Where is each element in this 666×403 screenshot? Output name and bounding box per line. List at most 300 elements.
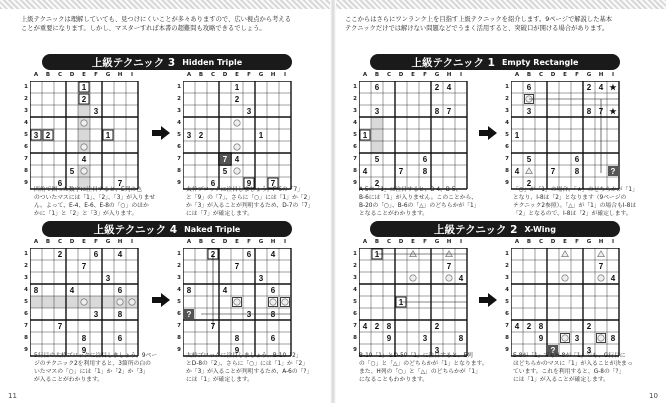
digit: 2 <box>45 130 51 140</box>
digit: 2 <box>198 130 204 140</box>
row-label: 5 <box>24 132 28 138</box>
unknown-digit: ? <box>186 309 192 319</box>
column-label: D <box>398 72 404 78</box>
page-number-left: 11 <box>8 392 17 400</box>
digit: 8 <box>422 166 428 176</box>
digit: 1 <box>234 82 240 92</box>
left-intro-text: 上級テクニックは理解していても、見つけにくいことが多々ありますので、広い視点から考える ことが重要になります。しかし、マスターすれば本書の超難問も攻略できるでしょう。 <box>21 16 292 32</box>
column-label: G <box>434 239 440 245</box>
digit: 1 <box>105 130 111 140</box>
row-label: 1 <box>505 84 509 90</box>
column-label: E <box>82 72 86 78</box>
digit: 8 <box>458 333 464 343</box>
row-label: 1 <box>177 84 181 90</box>
grid-svg <box>30 248 139 357</box>
row-label: 5 <box>505 132 509 138</box>
column-label: B <box>374 72 380 78</box>
column-label: H <box>270 239 276 245</box>
digit: 1 <box>374 249 380 259</box>
shaded-cell <box>371 141 383 153</box>
column-label: C <box>210 72 216 78</box>
digit: 4 <box>458 273 464 283</box>
digit: 7 <box>210 321 216 331</box>
unknown-digit: ? <box>610 166 616 176</box>
row-label: 8 <box>353 168 357 174</box>
column-label: E <box>235 239 239 245</box>
circle-mark <box>598 275 604 281</box>
digit: 2 <box>81 94 87 104</box>
row-label: 6 <box>177 144 181 150</box>
row-label: 9 <box>24 347 28 353</box>
row-label: 3 <box>177 108 181 114</box>
shaded-cell <box>78 105 90 117</box>
digit: 3 <box>434 345 440 355</box>
row-label: 2 <box>505 263 509 269</box>
section-title: 上級テクニック 1 <box>411 56 495 69</box>
digit: 4 <box>610 273 616 283</box>
triangle-mark <box>598 251 605 257</box>
row-label: 2 <box>177 263 181 269</box>
grid-svg <box>511 248 620 357</box>
digit: 4 <box>222 285 228 295</box>
column-label: I <box>130 72 134 78</box>
shaded-cell <box>78 129 90 141</box>
column-label: B <box>198 239 204 245</box>
row-label: 1 <box>353 251 357 257</box>
row-label: 1 <box>24 84 28 90</box>
digit: 4 <box>117 249 123 259</box>
digit: 6 <box>57 178 63 188</box>
digit: 8 <box>538 321 544 331</box>
circle-mark <box>446 275 452 281</box>
column-label: F <box>247 72 251 78</box>
row-label: 5 <box>177 299 181 305</box>
digit: 7 <box>222 154 228 164</box>
digit: 2 <box>374 178 380 188</box>
digit: 7 <box>270 178 276 188</box>
digit: 2 <box>434 82 440 92</box>
row-label: 8 <box>24 335 28 341</box>
page-number-right: 10 <box>649 392 658 400</box>
digit: 8 <box>586 106 592 116</box>
column-label: C <box>386 72 392 78</box>
digit: 4 <box>514 321 520 331</box>
digit: 7 <box>57 321 63 331</box>
column-label: C <box>57 72 63 78</box>
column-label: A <box>362 239 368 245</box>
column-label: A <box>514 239 520 245</box>
row-label: 9 <box>505 180 509 186</box>
section-title: 上級テクニック 3 <box>91 56 176 69</box>
row-label: 2 <box>353 263 357 269</box>
grid-svg <box>511 81 620 190</box>
digit: 8 <box>117 309 123 319</box>
column-label: H <box>446 72 452 78</box>
column-label: I <box>459 239 463 245</box>
digit: 8 <box>386 321 392 331</box>
row-label: 7 <box>505 156 509 162</box>
row-label: 5 <box>177 132 181 138</box>
circle-mark <box>598 335 604 341</box>
row-label: 6 <box>177 311 181 317</box>
row-label: 7 <box>353 323 357 329</box>
row-label: 7 <box>24 323 28 329</box>
column-labels <box>511 239 619 247</box>
grid-svg <box>359 81 468 190</box>
caption-hidden-triple-1: 四角で囲った数字に注目すると、E列の色 のついたマスには「1」、「2」、「3」が入りませ ん。よって、E-4、E-6、E-8の「○」のほか かに「1」と「2」と「3」が入ります。 <box>34 187 156 217</box>
row-label: 6 <box>24 311 28 317</box>
column-label: F <box>247 239 251 245</box>
digit: 6 <box>422 154 428 164</box>
digit: 8 <box>574 166 580 176</box>
row-label: 6 <box>505 144 509 150</box>
digit: 3 <box>258 273 264 283</box>
column-label: B <box>526 72 532 78</box>
column-label: G <box>434 72 440 78</box>
row-label: 3 <box>353 275 357 281</box>
row-label: 3 <box>24 108 28 114</box>
digit: 3 <box>574 333 580 343</box>
column-label: G <box>105 72 111 78</box>
row-label: 4 <box>24 120 28 126</box>
column-labels <box>30 239 138 247</box>
column-label: G <box>258 72 264 78</box>
column-label: H <box>598 72 604 78</box>
caption-empty-rectangle-1: A-5の「1」に注目すると、B-4、B-5、 B-6には「1」が入りません。このことから、 B-20の「○」、B-6の「△」のどちらかが「1」 となることがわかります。 <box>359 187 480 217</box>
caption-x-wing-1: B-10「1」とD-50「1」に注目すると、E列 の「○」と「△」のどちらかが「1」となります。 また、H列の「○」と「△」のどちらかが「1」 になることもわかります。 <box>359 353 488 383</box>
section-title-en: Hidden Triple <box>182 57 243 67</box>
row-label: 1 <box>177 251 181 257</box>
circle-mark <box>234 144 240 150</box>
right-intro-text: ここからはさらにワンランク上を目指す上級テクニックを紹介します。9ページで解説した基本 テクニックだけでは解けない問題などでうまく活用すると、突破口が開ける場合があります。 <box>345 16 613 32</box>
row-label: 9 <box>353 180 357 186</box>
row-label: 8 <box>24 168 28 174</box>
digit: 6 <box>270 285 276 295</box>
column-label: E <box>235 72 239 78</box>
digit: 8 <box>81 333 87 343</box>
column-labels <box>183 239 291 247</box>
triangle-mark <box>526 168 533 174</box>
column-label: D <box>550 239 556 245</box>
column-label: H <box>117 239 123 245</box>
grid-svg <box>183 81 292 190</box>
shaded-cell <box>371 117 383 129</box>
digit: 2 <box>234 94 240 104</box>
section-title-en: Empty Rectangle <box>501 57 579 67</box>
column-label: G <box>105 239 111 245</box>
caption-empty-rectangle-2: 「○」が「1」の場合、「★」のどちらかが「1」 となり、I-8は「2」となります（9ページの テクニック2参照）。「△」が「1」の場合もI-8は 「2」となるので、I-8は「2」が確定します。 <box>513 187 638 217</box>
column-label: H <box>270 72 276 78</box>
digit: 6 <box>574 154 580 164</box>
circle-mark <box>129 299 135 305</box>
digit: 8 <box>610 333 616 343</box>
section-header-hidden-triple <box>42 54 292 70</box>
row-label: 9 <box>24 180 28 186</box>
digit: 4 <box>69 285 75 295</box>
digit: 4 <box>270 249 276 259</box>
digit: 2 <box>586 82 592 92</box>
digit: 2 <box>210 249 216 259</box>
column-label: E <box>82 239 86 245</box>
section-header-x-wing <box>370 221 620 237</box>
column-labels <box>359 239 467 247</box>
column-label: A <box>362 72 368 78</box>
digit: 7 <box>598 261 604 271</box>
digit: 2 <box>374 321 380 331</box>
column-label: E <box>411 239 415 245</box>
digit: 7 <box>446 106 452 116</box>
circle-mark <box>562 275 568 281</box>
circle-mark <box>81 299 87 305</box>
digit: 8 <box>186 285 192 295</box>
circle-mark <box>410 275 416 281</box>
digit: 3 <box>246 309 252 319</box>
circle-mark <box>282 299 288 305</box>
digit: 4 <box>446 82 452 92</box>
circle-mark <box>81 120 87 126</box>
circle-mark <box>81 168 87 174</box>
column-label: B <box>198 72 204 78</box>
row-label: 3 <box>24 275 28 281</box>
row-label: 7 <box>177 156 181 162</box>
column-label: I <box>283 72 287 78</box>
digit: 7 <box>234 261 240 271</box>
digit: 6 <box>117 333 123 343</box>
digit: 9 <box>246 178 252 188</box>
section-header-naked-triple <box>42 221 292 237</box>
grid-svg <box>183 248 292 357</box>
section-title: 上級テクニック 4 <box>93 223 178 236</box>
shaded-cell <box>102 296 114 308</box>
digit: 7 <box>117 178 123 188</box>
row-label: 6 <box>353 311 357 317</box>
column-label: B <box>45 239 51 245</box>
row-label: 8 <box>177 168 181 174</box>
digit: 3 <box>93 309 99 319</box>
grid-svg <box>30 81 139 190</box>
row-label: 1 <box>505 251 509 257</box>
column-label: I <box>130 239 134 245</box>
row-label: 7 <box>24 156 28 162</box>
digit: 2 <box>526 321 532 331</box>
column-label: D <box>550 72 556 78</box>
row-label: 8 <box>177 335 181 341</box>
circle-mark <box>234 299 240 305</box>
right-page <box>333 0 666 403</box>
digit: 6 <box>210 178 216 188</box>
column-label: B <box>45 72 51 78</box>
row-label: 6 <box>24 144 28 150</box>
shaded-cell <box>30 296 42 308</box>
digit: 8 <box>234 333 240 343</box>
column-label: A <box>33 72 39 78</box>
star-mark: ★ <box>609 82 617 92</box>
digit: 9 <box>81 345 87 355</box>
digit: 9 <box>234 345 240 355</box>
triangle-mark <box>562 251 569 257</box>
circle-mark <box>270 299 276 305</box>
digit: 6 <box>246 249 252 259</box>
row-label: 8 <box>353 335 357 341</box>
row-label: 8 <box>505 335 509 341</box>
digit: 4 <box>598 82 604 92</box>
column-label: F <box>423 72 427 78</box>
row-label: 8 <box>505 168 509 174</box>
digit: 5 <box>526 154 532 164</box>
row-label: 4 <box>353 287 357 293</box>
digit: 2 <box>434 321 440 331</box>
digit: 5 <box>222 166 228 176</box>
column-label: D <box>398 239 404 245</box>
column-label: B <box>526 239 532 245</box>
column-labels <box>30 72 138 80</box>
column-label: F <box>94 239 98 245</box>
row-label: 7 <box>353 156 357 162</box>
digit: 6 <box>270 333 276 343</box>
digit: 6 <box>526 82 532 92</box>
digit: 7 <box>598 106 604 116</box>
digit: 6 <box>374 82 380 92</box>
row-label: 4 <box>505 287 509 293</box>
column-label: F <box>94 72 98 78</box>
digit: 3 <box>586 345 592 355</box>
digit: 5 <box>69 166 75 176</box>
digit: 3 <box>246 106 252 116</box>
row-label: 5 <box>24 299 28 305</box>
digit: 3 <box>105 273 111 283</box>
section-header-empty-rectangle <box>370 54 620 70</box>
shaded-cell <box>66 296 78 308</box>
digit: 6 <box>117 285 123 295</box>
row-label: 2 <box>177 96 181 102</box>
column-label: D <box>222 239 228 245</box>
column-label: A <box>186 239 192 245</box>
row-label: 9 <box>177 347 181 353</box>
row-label: 3 <box>353 108 357 114</box>
section-title-en: Naked Triple <box>184 224 241 234</box>
column-label: G <box>258 239 264 245</box>
shaded-cell <box>54 296 66 308</box>
caption-hidden-triple-2: 太枠ブロックに注目しましょう。F-6の「7」 と「9」の「7」、さらに「○」には「1」か「2」 か「3」が入ることが判明するため、D-7の「7」 には「7」が確定します。 <box>186 187 314 217</box>
digit: 3 <box>186 130 192 140</box>
digit: 2 <box>586 321 592 331</box>
digit: 9 <box>538 333 544 343</box>
column-label: A <box>33 239 39 245</box>
column-label: A <box>514 72 520 78</box>
column-label: E <box>563 239 567 245</box>
row-label: 2 <box>24 263 28 269</box>
column-label: G <box>586 239 592 245</box>
star-mark: ★ <box>609 106 617 116</box>
row-label: 4 <box>177 120 181 126</box>
caption-naked-triple-1: 5行目の太枠ブロックに注目しましょう。9ペー ジのテクニック2を利用すると、3箇所の白の いたマスの「○」には「1」か「2」か「3」 が入ることがわかります。 <box>34 353 158 383</box>
row-label: 5 <box>353 299 357 305</box>
digit: 4 <box>514 166 520 176</box>
row-label: 7 <box>505 323 509 329</box>
column-label: D <box>69 239 75 245</box>
digit: 2 <box>526 178 532 188</box>
row-label: 9 <box>505 347 509 353</box>
digit: 6 <box>93 249 99 259</box>
digit: 4 <box>234 154 240 164</box>
column-label: E <box>563 72 567 78</box>
row-label: 9 <box>177 180 181 186</box>
row-label: 7 <box>177 323 181 329</box>
row-label: 1 <box>353 84 357 90</box>
row-label: 1 <box>24 251 28 257</box>
row-label: 4 <box>24 287 28 293</box>
digit: 3 <box>93 106 99 116</box>
column-labels <box>359 72 467 80</box>
row-label: 2 <box>24 96 28 102</box>
row-label: 2 <box>505 96 509 102</box>
column-label: F <box>423 239 427 245</box>
row-label: 4 <box>353 120 357 126</box>
digit: 4 <box>81 154 87 164</box>
digit: 8 <box>434 106 440 116</box>
column-label: I <box>611 239 615 245</box>
column-label: D <box>222 72 228 78</box>
section-title-en: X-Wing <box>524 224 556 234</box>
shaded-cell <box>90 296 102 308</box>
digit: 3 <box>526 106 532 116</box>
row-label: 3 <box>505 108 509 114</box>
digit: 7 <box>550 166 556 176</box>
row-label: 9 <box>353 347 357 353</box>
row-label: 4 <box>177 287 181 293</box>
digit: 8 <box>33 285 39 295</box>
grid-svg <box>359 248 468 357</box>
column-label: H <box>117 72 123 78</box>
digit: 4 <box>362 166 368 176</box>
column-label: C <box>210 239 216 245</box>
row-label: 6 <box>505 311 509 317</box>
digit: 1 <box>258 130 264 140</box>
row-label: 5 <box>353 132 357 138</box>
circle-mark <box>117 299 123 305</box>
column-label: I <box>611 72 615 78</box>
column-label: D <box>69 72 75 78</box>
column-label: C <box>386 239 392 245</box>
caption-naked-triple-2: 太枠ブロックに注目しましょう。B-10「2」 とD-8の「2」、さらに「○」には「1」か「2」 か「3」が入ることが判明するため、A-6の「?」 には「1」が確定します。 <box>186 353 313 383</box>
column-label: H <box>598 239 604 245</box>
row-label: 3 <box>177 275 181 281</box>
digit: 3 <box>422 333 428 343</box>
column-labels <box>511 72 619 80</box>
shaded-cell <box>371 129 383 141</box>
digit: 3 <box>374 106 380 116</box>
digit: 2 <box>57 249 63 259</box>
circle-mark <box>234 168 240 174</box>
circle-mark <box>81 144 87 150</box>
digit: 7 <box>81 261 87 271</box>
column-labels <box>183 72 291 80</box>
digit: 8 <box>270 309 276 319</box>
column-label: I <box>459 72 463 78</box>
digit: 3 <box>33 130 39 140</box>
digit: 5 <box>374 154 380 164</box>
column-label: C <box>57 239 63 245</box>
row-label: 2 <box>353 96 357 102</box>
column-label: F <box>575 72 579 78</box>
shaded-cell <box>42 296 54 308</box>
digit: 9 <box>386 333 392 343</box>
caption-x-wing-2: E-8が「1」でもH-8が「1」でも、G行目に はどちらかのマスに「1」が入ることが決まっ ています。これを利用すると、G-8の「?」 には「1」が入ることが確定します。 <box>513 353 633 383</box>
digit: 7 <box>446 261 452 271</box>
circle-mark <box>562 335 568 341</box>
column-label: A <box>186 72 192 78</box>
row-label: 5 <box>505 299 509 305</box>
